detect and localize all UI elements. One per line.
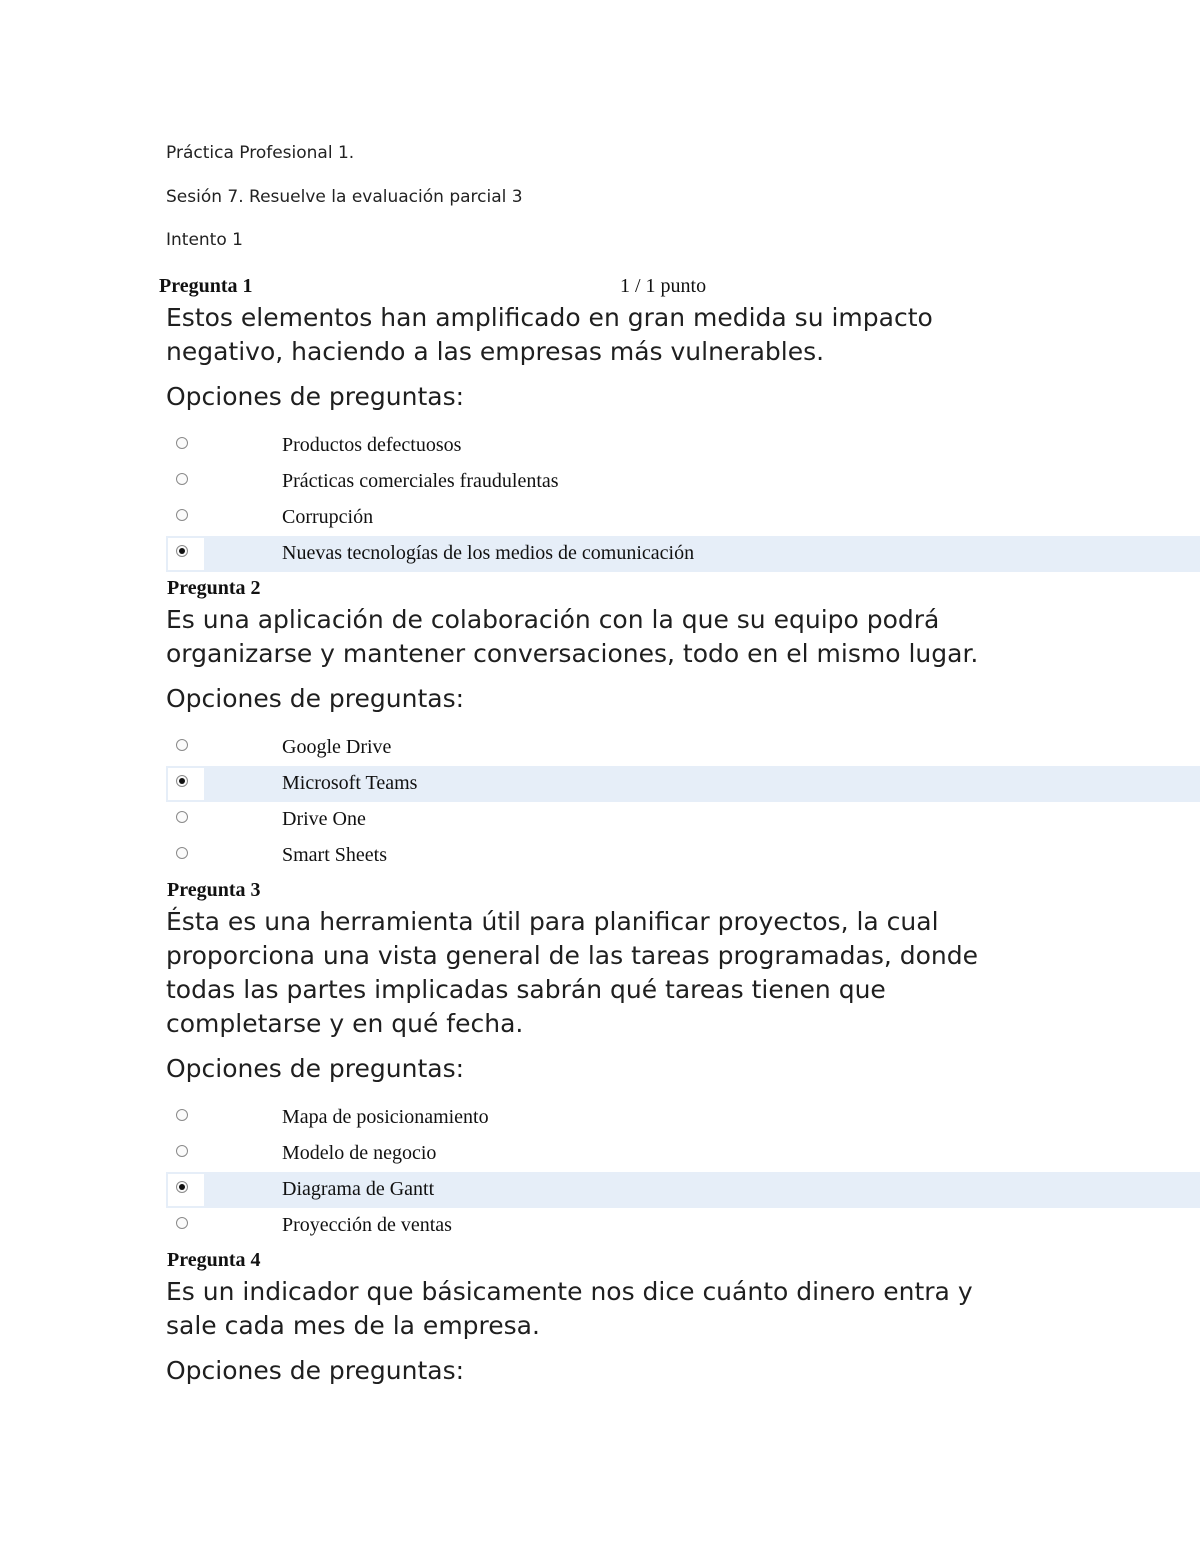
radio-button-selected[interactable] xyxy=(176,1181,188,1193)
question-1-text: Estos elementos han amplificado en gran medida su impacto negativo, haciendo a las empresas más vulnerables. xyxy=(166,303,933,366)
option-label: Mapa de posicionamiento xyxy=(282,1106,489,1128)
question-4-options-heading: Opciones de preguntas: xyxy=(166,1356,465,1385)
option-label: Proyección de ventas xyxy=(282,1214,452,1236)
question-1-option-1[interactable] xyxy=(166,428,1200,464)
question-1-score: 1 / 1 punto xyxy=(620,275,707,297)
radio-button[interactable] xyxy=(176,1109,188,1121)
question-2-option-1[interactable] xyxy=(166,730,1200,766)
question-4-text: Es un indicador que básicamente nos dice cuánto dinero entra y sale cada mes de la empresa. xyxy=(166,1277,973,1340)
radio-button-selected[interactable] xyxy=(176,775,188,787)
question-1-options-heading: Opciones de preguntas: xyxy=(166,382,465,411)
course-title: Práctica Profesional 1. xyxy=(166,143,355,163)
option-label: Diagrama de Gantt xyxy=(282,1178,435,1200)
radio-button[interactable] xyxy=(176,1145,188,1157)
option-label: Drive One xyxy=(282,808,366,830)
question-2-text: Es una aplicación de colaboración con la que su equipo podrá organizarse y mantener conversaciones, todo en el mismo lugar. xyxy=(166,605,979,668)
option-label: Google Drive xyxy=(282,736,392,758)
question-3-option-2[interactable] xyxy=(166,1136,1200,1172)
option-label: Modelo de negocio xyxy=(282,1142,437,1164)
question-2-option-4[interactable] xyxy=(166,838,1200,874)
option-label: Smart Sheets xyxy=(282,844,387,866)
question-4-title: Pregunta 4 xyxy=(167,1249,261,1271)
question-3-options-heading: Opciones de preguntas: xyxy=(166,1054,465,1083)
option-label: Prácticas comerciales fraudulentas xyxy=(282,470,559,492)
question-2-option-2[interactable] xyxy=(166,766,1200,802)
question-1-option-2[interactable] xyxy=(166,464,1200,500)
question-3-title: Pregunta 3 xyxy=(167,879,261,901)
radio-button[interactable] xyxy=(176,509,188,521)
question-3-option-1[interactable] xyxy=(166,1100,1200,1136)
question-2-title: Pregunta 2 xyxy=(167,577,261,599)
question-3-text: Ésta es una herramienta útil para planificar proyectos, la cual proporciona una vista general de las tareas programadas, donde todas las partes implicadas sabrán qué tareas tienen que completarse y en qué fecha. xyxy=(166,907,978,1038)
question-1-title: Pregunta 1 xyxy=(159,275,253,297)
option-label: Microsoft Teams xyxy=(282,772,418,794)
radio-button[interactable] xyxy=(176,473,188,485)
radio-button[interactable] xyxy=(176,1217,188,1229)
radio-button-selected[interactable] xyxy=(176,545,188,557)
radio-button[interactable] xyxy=(176,437,188,449)
option-label: Corrupción xyxy=(282,506,374,528)
question-3-option-3[interactable] xyxy=(166,1172,1200,1208)
radio-button[interactable] xyxy=(176,739,188,751)
question-1-option-4[interactable] xyxy=(166,536,1200,572)
option-label: Productos defectuosos xyxy=(282,434,462,456)
session-title: Sesión 7. Resuelve la evaluación parcial 3 xyxy=(166,187,523,207)
question-3-option-4[interactable] xyxy=(166,1208,1200,1244)
question-1-option-3[interactable] xyxy=(166,500,1200,536)
radio-button[interactable] xyxy=(176,847,188,859)
question-2-options-heading: Opciones de preguntas: xyxy=(166,684,465,713)
question-2-option-3[interactable] xyxy=(166,802,1200,838)
radio-button[interactable] xyxy=(176,811,188,823)
attempt-label: Intento 1 xyxy=(166,230,243,250)
option-label: Nuevas tecnologías de los medios de comunicación xyxy=(282,542,695,564)
